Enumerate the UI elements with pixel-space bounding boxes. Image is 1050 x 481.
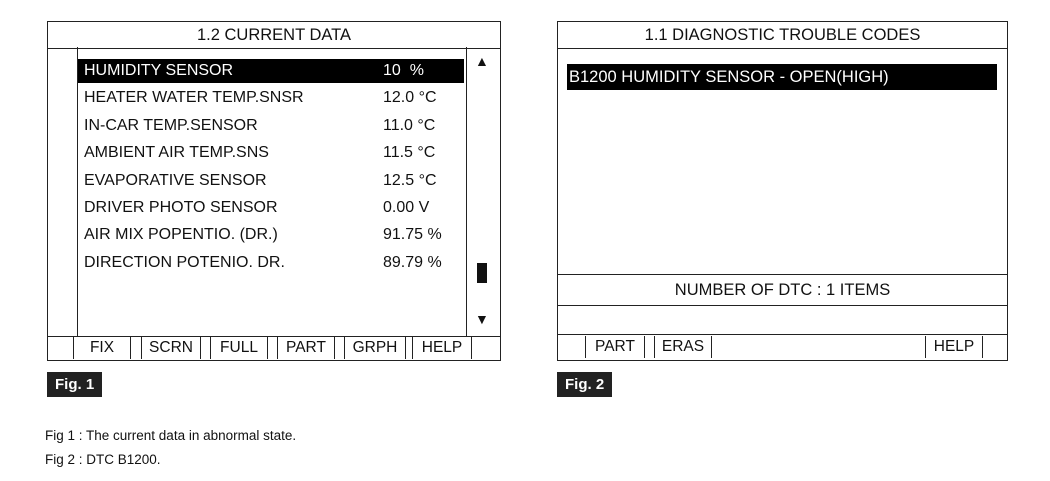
sensor-value: 89.79 % [383, 253, 442, 271]
sensor-row[interactable] [78, 222, 464, 248]
eras-key[interactable]: ERAS [654, 336, 712, 358]
screen-title: 1.1 DIAGNOSTIC TROUBLE CODES [558, 22, 1007, 49]
caption-fig1: Fig 1 : The current data in abnormal state. [45, 428, 297, 443]
sensor-label: IN-CAR TEMP.SENSOR [84, 116, 258, 134]
sensor-label: DRIVER PHOTO SENSOR [84, 199, 278, 216]
sensor-row[interactable] [78, 59, 464, 83]
sensor-row[interactable] [78, 113, 464, 139]
scroll-thumb[interactable] [477, 263, 487, 283]
part-key[interactable]: PART [585, 336, 645, 358]
fig1-badge: Fig. 1 [47, 372, 102, 397]
sensor-row[interactable] [78, 195, 464, 221]
sensor-row[interactable] [78, 85, 464, 111]
dtc-item[interactable]: B1200 HUMIDITY SENSOR - OPEN(HIGH) [567, 64, 997, 90]
sensor-value: 10 % [383, 62, 424, 79]
sensor-row[interactable] [78, 250, 464, 276]
grph-key[interactable]: GRPH [344, 337, 406, 359]
scrn-key[interactable]: SCRN [141, 337, 201, 359]
dtc-fkey-top-border [557, 334, 1008, 335]
dtc-list-bottom-border [557, 274, 1008, 275]
caption-fig2: Fig 2 : DTC B1200. [45, 452, 161, 467]
sensor-label: HUMIDITY SENSOR [84, 62, 234, 79]
list-right-border [466, 47, 467, 336]
fig2-badge: Fig. 2 [557, 372, 612, 397]
full-key[interactable]: FULL [210, 337, 268, 359]
sensor-value: 12.0 °C [383, 89, 437, 107]
help-key[interactable]: HELP [412, 337, 472, 359]
sensor-label: EVAPORATIVE SENSOR [84, 171, 267, 189]
help-key[interactable]: HELP [925, 336, 983, 358]
sensor-value: 11.5 °C [383, 144, 436, 162]
screen-title: 1.2 CURRENT DATA [48, 22, 500, 49]
sensor-label: AIR MIX POPENTIO. (DR.) [84, 226, 278, 244]
scroll-down-icon[interactable]: ▼ [475, 311, 489, 327]
sensor-value: 91.75 % [383, 226, 442, 244]
sensor-row[interactable] [78, 140, 464, 166]
sensor-value: 0.00 V [383, 199, 430, 216]
sensor-label: DIRECTION POTENIO. DR. [84, 253, 285, 271]
sensor-value: 11.0 °C [383, 116, 436, 134]
scroll-up-icon[interactable]: ▲ [475, 53, 489, 69]
dtc-count: NUMBER OF DTC : 1 ITEMS [674, 281, 891, 299]
dtc-count-bottom-border [557, 305, 1008, 306]
sensor-label: AMBIENT AIR TEMP.SNS [84, 144, 269, 162]
part-key[interactable]: PART [277, 337, 335, 359]
sensor-label: HEATER WATER TEMP.SNSR [84, 89, 304, 107]
sensor-value: 12.5 °C [383, 171, 437, 189]
sensor-row[interactable] [78, 168, 464, 194]
fix-key[interactable]: FIX [73, 337, 131, 359]
